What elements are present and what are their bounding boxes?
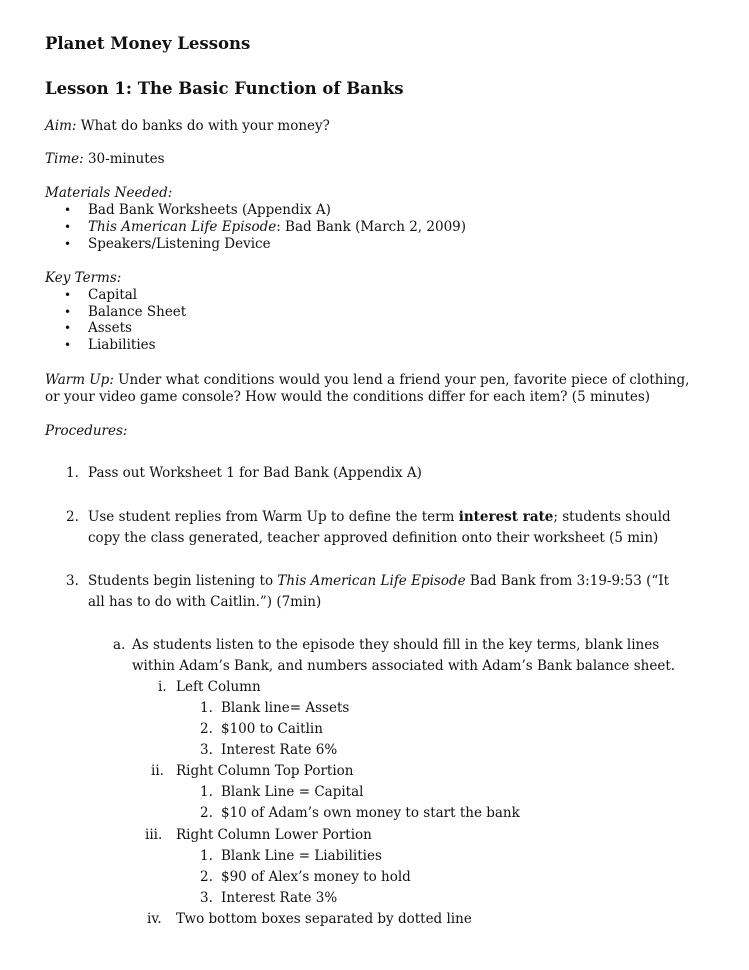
aim-text: What do banks do with your money? [76,118,330,134]
list-number: 3. [200,742,213,758]
step-3-pre: Students begin listening to [88,573,278,589]
time-line [45,151,165,168]
bullet-icon: • [64,203,72,217]
roman-numeral: i. [158,679,167,695]
sub-step-letter: a. [113,637,126,653]
key-term-item: Capital [88,287,138,303]
bullet-icon: • [64,288,72,302]
lesson-title: Lesson 1: The Basic Function of Banks [45,79,404,98]
step-number: 3. [66,573,79,589]
aim-line [45,118,330,135]
list-number: 1. [200,848,213,864]
document-title: Planet Money Lessons [45,34,251,53]
step-3-post: Bad Bank from 3:19-9:53 (“It [465,573,670,589]
bullet-icon: • [64,338,72,352]
bullet-icon: • [64,321,72,335]
warm-up-line-2: or your video game console? How would the conditions differ for each item? (5 minutes) [45,389,651,405]
bullet-icon: • [64,220,72,234]
list-item: Blank Line = Liabilities [221,848,382,864]
list-number: 1. [200,784,213,800]
time-text: 30-minutes [83,151,165,167]
sub-step-a-line-1: As students listen to the episode they should fill in the key terms, blank lines [132,637,660,653]
roman-numeral: iii. [145,827,163,843]
warm-up-text: Under what conditions would you lend a friend your pen, favorite piece of clothing, [113,372,690,388]
step-2-pre: Use student replies from Warm Up to define the term [88,509,459,525]
bullet-icon: • [64,237,72,251]
materials-item-3: Speakers/Listening Device [88,236,271,252]
time-label: Time: [45,151,84,167]
roman-numeral: ii. [151,763,164,779]
roman-item-label: Left Column [176,679,261,695]
step-number: 2. [66,509,79,525]
key-terms-label: Key Terms: [45,270,122,286]
list-number: 1. [200,700,213,716]
warm-up-label: Warm Up: [45,372,114,388]
materials-item-2 [88,219,466,236]
list-number: 3. [200,890,213,906]
episode-detail: : Bad Bank (March 2, 2009) [276,219,467,235]
key-term-item: Assets [88,320,132,336]
procedures-label: Procedures: [45,423,128,439]
step-1-text: Pass out Worksheet 1 for Bad Bank (Appendix A) [88,465,422,481]
step-2-line-2: copy the class generated, teacher approved definition onto their worksheet (5 min) [88,530,659,546]
materials-label: Materials Needed: [45,185,173,201]
list-item: $90 of Alex’s money to hold [221,869,411,885]
list-item: Blank line= Assets [221,700,350,716]
key-term-item: Liabilities [88,337,156,353]
roman-numeral: iv. [147,911,162,927]
step-2-line-1 [88,509,671,526]
aim-label: Aim: [45,118,77,134]
list-item: Interest Rate 6% [221,742,338,758]
list-number: 2. [200,869,213,885]
episode-title: This American Life Episode [88,219,277,235]
bullet-icon: • [64,305,72,319]
roman-item-label: Right Column Lower Portion [176,827,372,843]
warm-up-line-1 [45,372,689,389]
key-term-item: Balance Sheet [88,304,187,320]
interest-rate-term: interest rate [458,509,554,525]
step-3-line-1 [88,573,669,590]
step-3-episode: This American Life Episode [277,573,466,589]
list-number: 2. [200,805,213,821]
roman-item-label: Two bottom boxes separated by dotted line [176,911,472,927]
step-3-line-2: all has to do with Caitlin.”) (7min) [88,594,322,610]
list-item: $10 of Adam’s own money to start the bank [221,805,520,821]
step-number: 1. [66,465,79,481]
list-item: $100 to Caitlin [221,721,323,737]
sub-step-a-line-2: within Adam’s Bank, and numbers associated with Adam’s Bank balance sheet. [132,658,676,674]
step-2-post: ; students should [553,509,671,525]
list-item: Interest Rate 3% [221,890,338,906]
materials-item-1: Bad Bank Worksheets (Appendix A) [88,202,331,218]
list-number: 2. [200,721,213,737]
roman-item-label: Right Column Top Portion [176,763,354,779]
list-item: Blank Line = Capital [221,784,364,800]
